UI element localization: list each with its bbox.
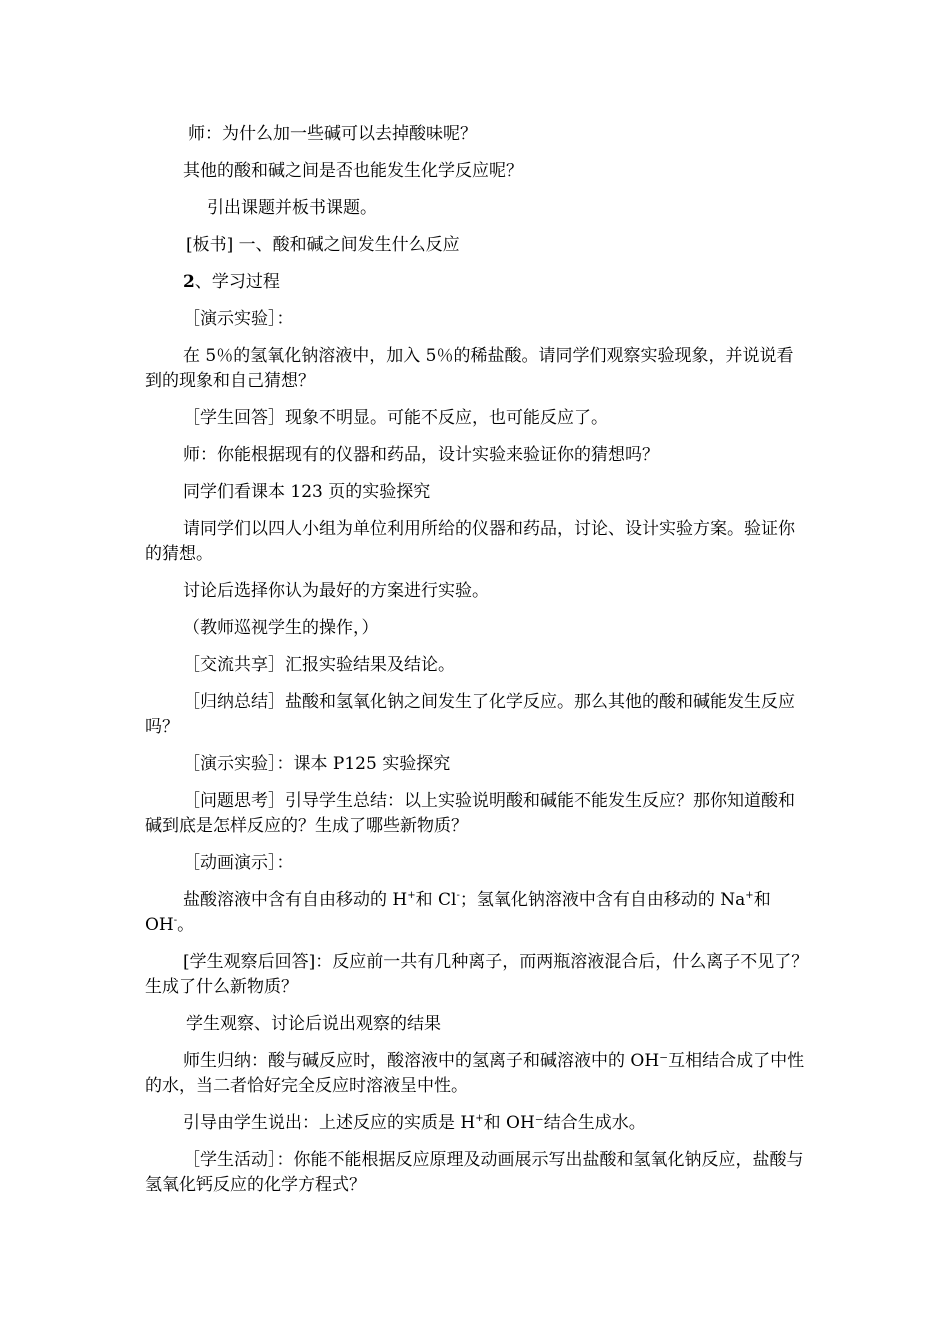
paragraph: ［问题思考］引导学生总结：以上实验说明酸和碱能不能发生反应？那你知道酸和碱到底是怎样反应的？生成了哪些新物质？: [145, 791, 795, 836]
paragraph: ［演示实验］：课本 P125 实验探究: [183, 754, 451, 774]
text-run: 盐酸溶液中含有自由移动的 H: [183, 890, 408, 910]
section-title: 、学习过程: [194, 272, 280, 292]
paragraph: [学生观察后回答]：反应前一共有几种离子，而两瓶溶液混合后，什么离子不见了？生成了什么新物质？: [145, 952, 809, 997]
paragraph: 引出课题并板书课题。: [207, 198, 377, 218]
paragraph: ［学生回答］现象不明显。可能不反应，也可能反应了。: [183, 408, 608, 428]
superscript: -: [173, 915, 178, 926]
superscript: +: [475, 1113, 484, 1124]
text-run: ；氢氧化钠溶液中含有自由移动的 Na: [459, 890, 746, 910]
document-page: [145, 122, 810, 1210]
ion-paragraph: [145, 888, 810, 938]
paragraph: 师：为什么加一些碱可以去掉酸味呢？: [188, 124, 477, 144]
board-note: [板书] 一、酸和碱之间发生什么反应: [186, 235, 460, 255]
paragraph: ［学生活动］：你能不能根据反应原理及动画展示写出盐酸和氢氧化钠反应，盐酸与氢氧化钙反应的化学方程式？: [145, 1150, 804, 1195]
paragraph: 学生观察、讨论后说出观察的结果: [186, 1014, 441, 1034]
superscript: -: [456, 890, 460, 901]
paragraph: ［演示实验］：: [183, 309, 294, 329]
paragraph: （教师巡视学生的操作，）: [183, 618, 379, 638]
text-run: 和 OH: [145, 890, 771, 935]
paragraph: 同学们看课本 123 页的实验探究: [183, 482, 431, 502]
paragraph: ［归纳总结］盐酸和氢氧化钠之间发生了化学反应。那么其他的酸和碱能发生反应吗？: [145, 692, 795, 737]
paragraph: [145, 1111, 810, 1136]
paragraph: 其他的酸和碱之间是否也能发生化学反应呢？: [183, 161, 523, 181]
paragraph: 请同学们以四人小组为单位利用所给的仪器和药品，讨论、设计实验方案。验证你的猜想。: [145, 519, 795, 564]
text-run: 和 OH⁻结合生成水。: [483, 1113, 646, 1133]
text-run: 。: [177, 915, 195, 935]
paragraph: ［动画演示］：: [183, 853, 294, 873]
paragraph: 在 5％的氢氧化钠溶液中，加入 5％的稀盐酸。请同学们观察实验现象，并说说看到的现象和自己猜想？: [145, 346, 794, 391]
paragraph: 师：你能根据现有的仪器和药品，设计实验来验证你的猜想吗？: [183, 445, 659, 465]
text-run: 和 Cl: [415, 890, 457, 910]
section-heading: [145, 270, 810, 295]
superscript: +: [745, 890, 754, 901]
paragraph: ［交流共享］汇报实验结果及结论。: [183, 655, 455, 675]
paragraph: 讨论后选择你认为最好的方案进行实验。: [183, 581, 489, 601]
section-number: 2: [183, 272, 195, 292]
text-run: 引导由学生说出：上述反应的实质是 H: [183, 1113, 476, 1133]
superscript: +: [407, 890, 416, 901]
paragraph: 师生归纳：酸与碱反应时，酸溶液中的氢离子和碱溶液中的 OH⁻互相结合成了中性的水，当二者恰好完全反应时溶液呈中性。: [145, 1051, 805, 1096]
